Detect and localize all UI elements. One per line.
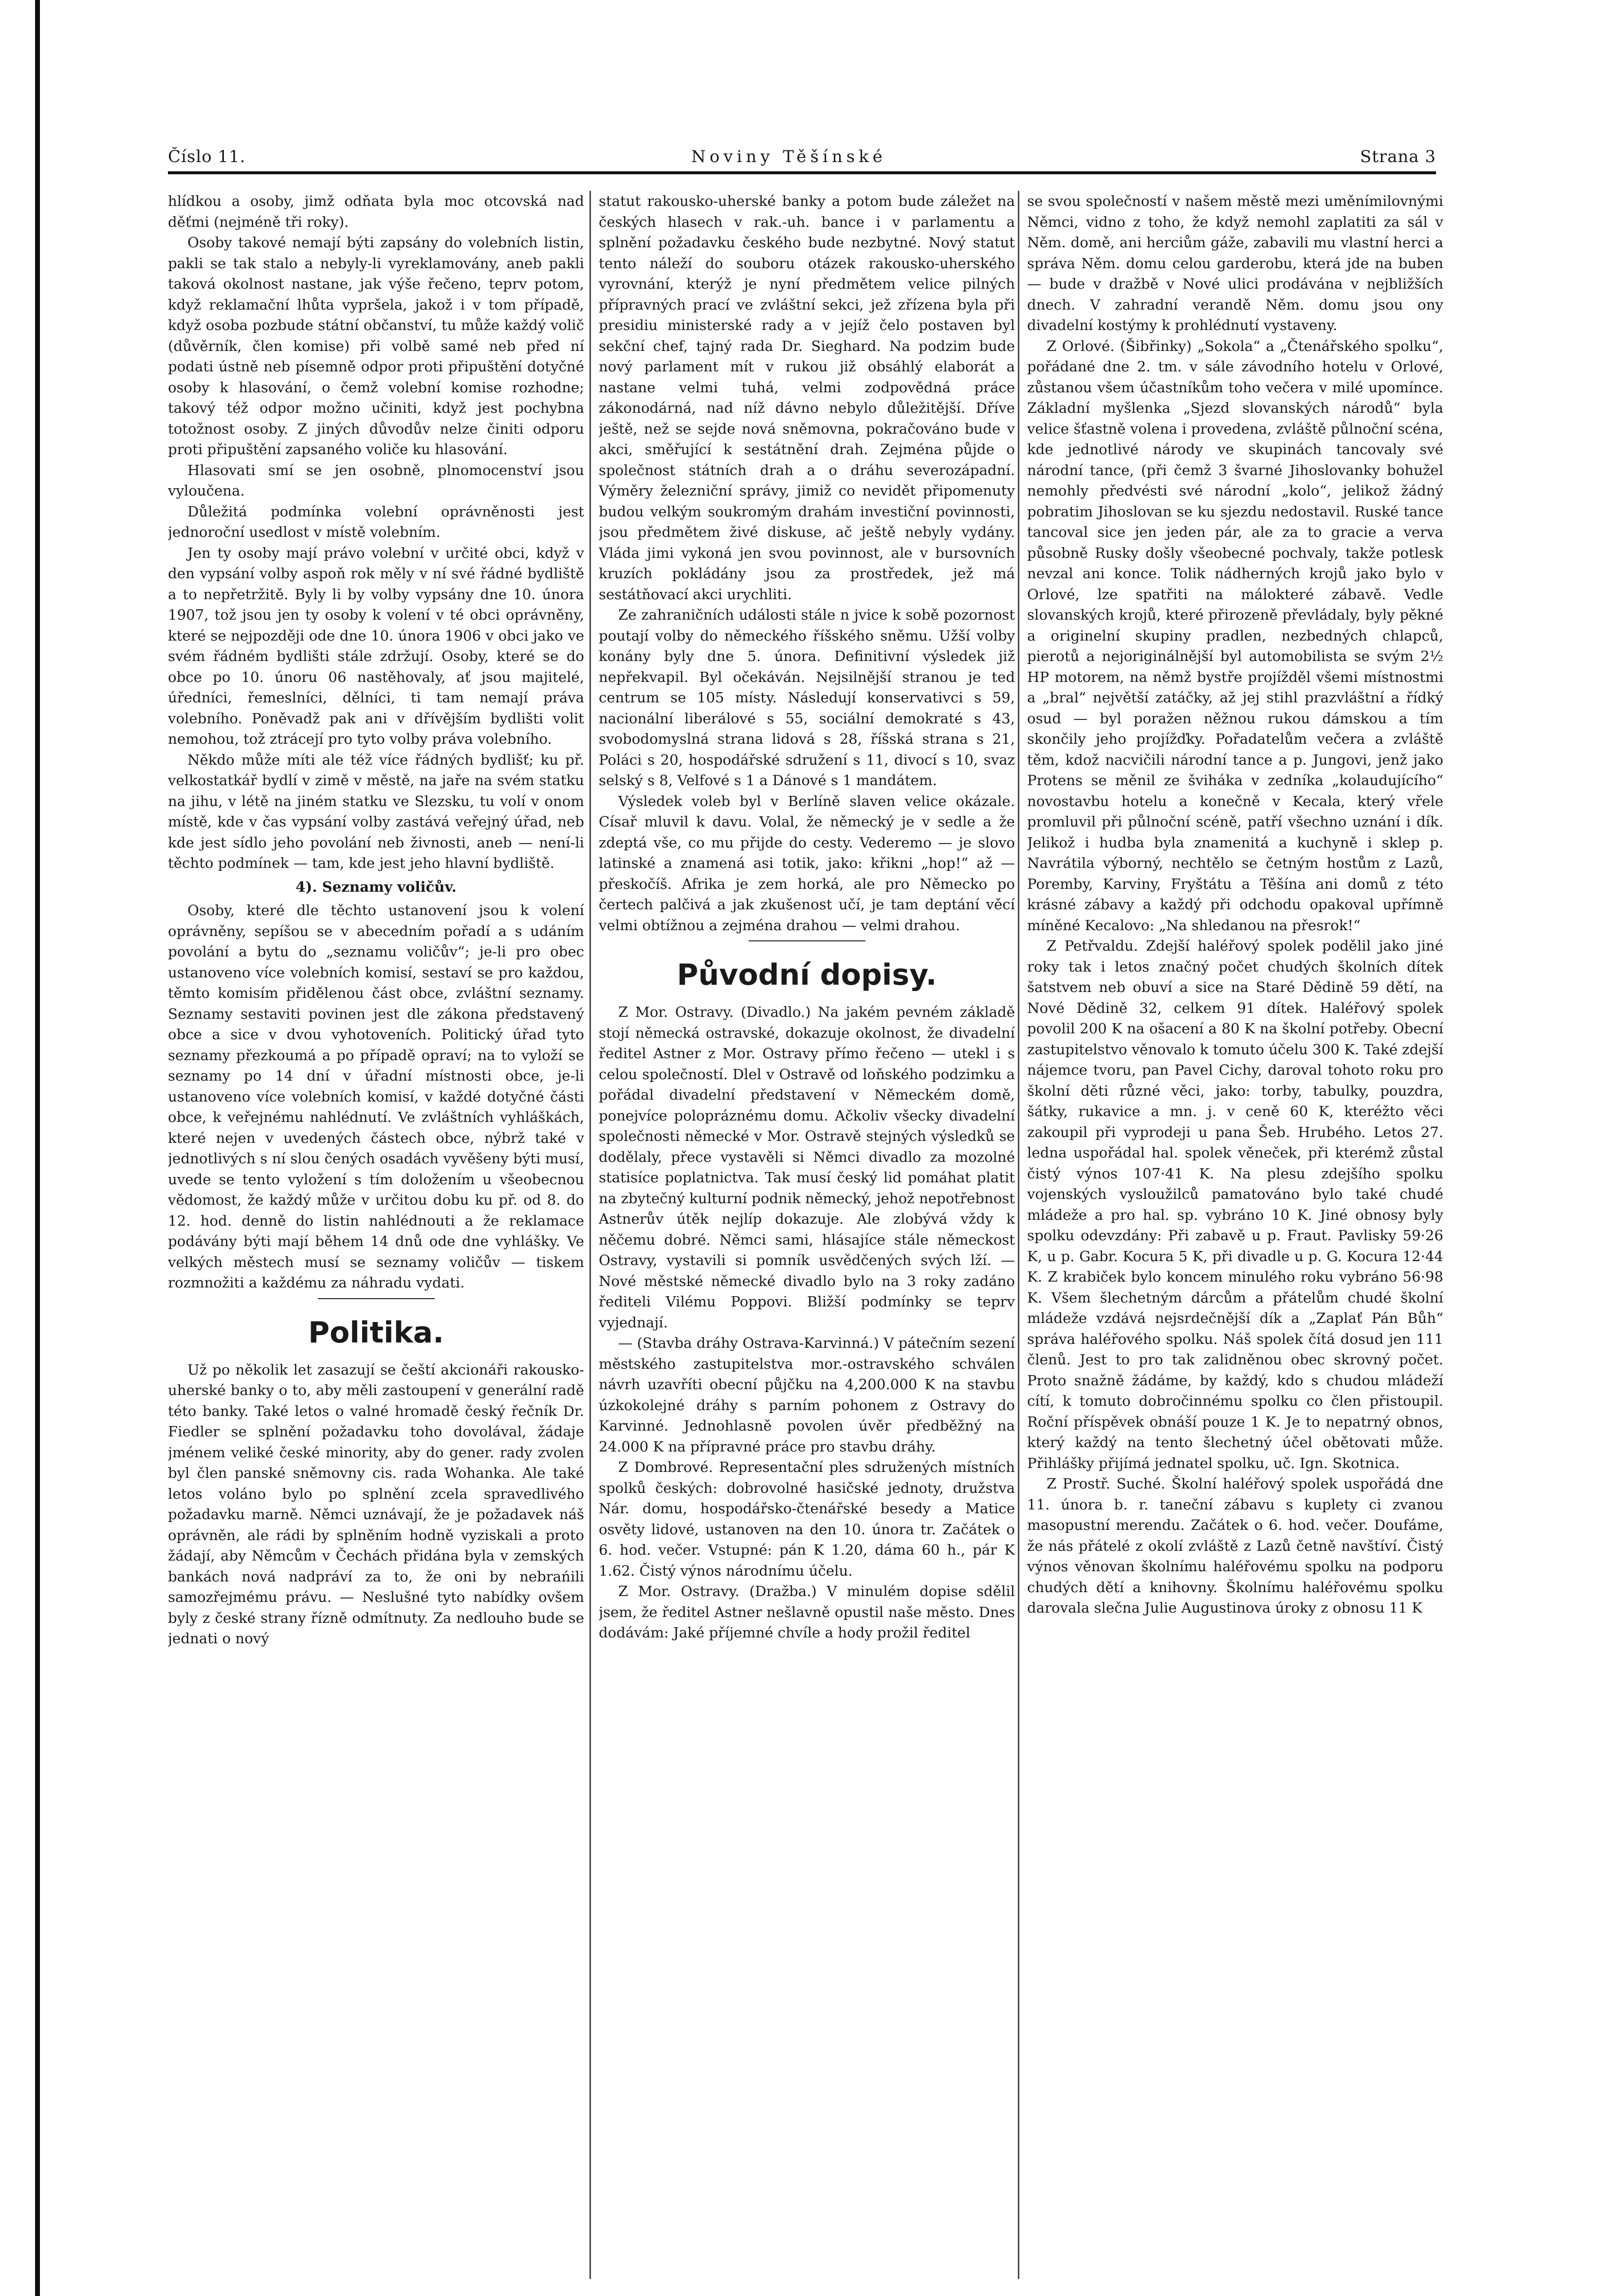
paragraph: Z Mor. Ostravy. (Dražba.) V minulém dopise sdělil jsem, že ředitel Astner nešlavně opustil naše město. Dnes dodávám: Jaké příjemné chvíle a hody prožil ředitel bbox=[599, 1583, 1015, 1641]
issue-number: Číslo 11. bbox=[168, 147, 246, 166]
newspaper-title: Noviny Těšínské bbox=[691, 147, 886, 166]
column-1 bbox=[168, 191, 584, 2279]
section-title-puvodni-dopisy: Původní dopisy. bbox=[677, 958, 937, 992]
subsection-title: 4). Seznamy voličův. bbox=[295, 878, 457, 895]
column-3 bbox=[1027, 191, 1443, 2279]
scan-margin-edge bbox=[35, 0, 40, 2296]
paragraph: Osoby takové nemají býti zapsány do volebních listin, pakli se tak stalo a nebyly-li vyreklamovány, aneb pakli taková okolnost nastane, jak výše řečeno, teprv potom, když reklamační lhůta vypršela, jakož i v tom případě, když osoba pozbude státní občanství, tu může každý volič (důvěrník, člen komise) při volbě samé neb před ní podati ústně neb písemně odpor proti připuštění dotyčné osoby k hlasování, o čemž volební komise rozhodne; takový též odpor možno učiniti, když jest pochybna totožnost osoby. Z jiných důvodův nelze činiti odporu proti připuštění zapsaného voliče ku hlasování. bbox=[168, 234, 584, 458]
page-label: Strana 3 bbox=[1360, 147, 1436, 166]
paragraph: hlídkou a osoby, jimž odňata byla moc otcovská nad děťmi (nejméně tři roky). bbox=[168, 193, 584, 230]
paragraph: Z Mor. Ostravy. (Divadlo.) Na jakém pevném základě stojí německá ostravské, dokazuje okolnost, že divadelní ředitel Astner z Mor. Ostravy přímo řečeno — utekl i s celou společností. Dlel v Ostravě od loňského podzimku a pořádal divadelní představení v Německém domě, ponejvíce polopráznému domu. Ačkoliv všecky divadelní společnosti německé v Mor. Ostravě stejných výsledků se dodělaly, přece vystavěli si Němci divadlo za mozolné statisíce poplatnictva. Tak musí český lid pomáhat platit na zbytečný kulturní podnik německý, jehož nepotřebnost Astnerův útěk nejlíp dokazuje. Ale zlobývá vždy k něčemu dobré. Němci sami, hlásajíce stále německost Ostravy, vystavili si pomník usvědčených svých lží. — Nové městské německé divadlo bylo na 3 roky zadáno řediteli Vilému Poppovi. Bližší podmínky se teprv vyjednají. bbox=[599, 1004, 1015, 1331]
header-rule bbox=[168, 171, 1436, 174]
paragraph: Hlasovati smí se jen osobně, plnomocenství jsou vyloučena. bbox=[168, 461, 584, 499]
column-separator bbox=[589, 191, 591, 2279]
paragraph: Z Orlové. (Šibřinky) „Sokola“ a „Čtenářského spolku“, pořádané dne 2. tm. v sále závodního hotelu v Orlové, zůstanou všem účastníkům toho večera v milé upomínce. Základní myšlenka „Sjezd slovanských národů“ byla velice šťastně volena i provedena, zvláště půlnoční scéna, kde jednotlivé národy ve skupinách tancovaly své národní tance, (při čemž 3 švarné Jihoslovanky bohužel nemohly předvésti své národní „kolo“, jelikož žádný pobratim Jihoslovan se ku sjezdu nedostavil. Ruské tance tancoval sice jen jeden pár, ale za to gracie a verva působně Rusky došly všeobecné pochvaly, takže potlesk nevzal ani konce. Tolik nádherných krojů jako bylo v Orlové, lze spatřiti na málokteré zábavě. Vedle slovanských krojů, které přirozeně převládaly, byly pěkné a originelní skupiny pradlen, nezbedných chlapců, pierotů a nejoriginálnější byl automobilista se svým 2½ HP motorem, na němž bystře projížděl všemi místnostmi a „bral“ největší zatáčky, až jej stihl prazvláštní a řídký osud — byl poražen něžnou rukou dámskou a tím skončily jeho projížďky. Pořadatelům večera a zvláště těm, kdož nacvičili národní tance a p. Jungovi, jenž jako Protens se měnil ze šviháka v zedníka „kolaudujícího“ novostavbu hotelu a konečně v Kecala, který vřele promluvil při půlnoční scéně, patří všechno uznání i dík. Jelikož i hudba byla znamenitá a kuchyně i sklep p. Navrátila výborný, nechtělo se četným hostům z Lazů, Poremby, Karviny, Fryštátu a Těšína ani domů z této krásné zábavy a každý při odchodu opakoval upřímně míněné Kecalovo: „Na shledanou na přesrok!“ bbox=[1027, 337, 1443, 934]
paragraph: — (Stavba dráhy Ostrava-Karvinná.) V pátečním sezení městského zastupitelstva mor.-ostravského schválen návrh uzavříti obecní půjčku na 4,200.000 K na stavbu úzkokolejné dráhy s parním pohonem z Ostravy do Karvinné. Jednohlasně povolen úvěr předběžný na 24.000 K na přípravné práce pro stavbu dráhy. bbox=[599, 1335, 1015, 1455]
divider bbox=[318, 1298, 435, 1299]
divider bbox=[749, 940, 865, 941]
section-title-politika: Politika. bbox=[308, 1315, 444, 1350]
paragraph: Někdo může míti ale též více řádných bydlišť; ku př. velkostatkář bydlí v zimě v městě, na jaře na svém statku na jihu, v létě na jiném statku ve Slezsku, tu volí v onom místě, kde v čas vypsání volby zastává veřejný úřad, neb kde jest sídlo jeho povolání neb živnosti, aneb — není-li těchto podmínek — tam, kde jest jeho hlavní bydliště. bbox=[168, 751, 584, 871]
paragraph: Důležitá podmínka volební oprávněnosti jest jednoroční usedlost v místě volebním. bbox=[168, 503, 584, 540]
paragraph: Výsledek voleb byl v Berlíně slaven velice okázale. Císař mluvil k davu. Volal, že německý je v sedle a že zdeptá vše, co mu přijde do cesty. Vederemo — je slovo latinské a znamená asi totik, jako: křikni „hop!“ až — přeskočíš. Afrika je zem horká, ale pro Německo po čertech palčivá a jak zkušenost učí, je tam deptání věcí velmi obtížnou a zejména drahou — velmi drahou. bbox=[599, 792, 1015, 934]
paragraph: Jen ty osoby mají právo volební v určité obci, když v den vypsání volby aspoň rok měly v ní své řádné bydliště a to nepřetržitě. Byly li by volby vypsány dne 10. února 1907, tož jsou jen ty osoby k volení v té obci oprávněny, které se nejpozději ode dne 10. února 1906 v obci jako ve svém řádném bydlišti stále zdržují. Osoby, které se do obce po 10. únoru 06 nastěhovaly, ať jsou majitelé, úředníci, řemeslníci, dělníci, ti tam nemají práva volebního. Poněvadž pak ani v dřívějším bydlišti volit nemohou, tož ztrácejí pro tyto volby práva volebního. bbox=[168, 544, 584, 747]
paragraph: Z Dombrové. Representační ples sdružených místních spolků českých: dobrovolné hasičské jednoty, družstva Nár. domu, hospodářsko-čtenářské besedy a Matice osvěty lidové, ustanoven na den 10. února tr. Začátek o 6. hod. večer. Vstupné: pán K 1.20, dáma 60 h., pár K 1.62. Čistý výnos národnímu účelu. bbox=[599, 1459, 1015, 1579]
paragraph: se svou společností v našem městě mezi uměnímilovnými Němci, vidno z toho, že když nemohl zaplatiti za sál v Něm. domě, ani herciům gáže, zabavili mu vlastní herci a správa Něm. domu celou garderobu, která jde na buben — bude v dražbě v Nové ulici prodávána v nejbližších dnech. V zahradní verandě Něm. domu jsou ony divadelní kostýmy k prohlédnutí vystaveny. bbox=[1027, 193, 1443, 333]
paragraph: Už po několik let zasazují se čeští akcionáři rakousko-uherské banky o to, aby měli zastoupení v generální radě této banky. Také letos o valné hromadě český řečník Dr. Fiedler se splnění požadavku toho dovolával, žádaje jménem veliké české minority, aby do gener. rady zvolen byl člen panské sněmovny cis. rada Wohanka. Ale také letos voláno bylo po splnění zcela spravedlivého požadavku marně. Němci uznávají, že je požadavek náš oprávněn, ale rádi by splněním hodně vyziskali a proto žádají, aby Němcům v Čechách přidána byla v zemských bankách nová nadpráví za to, že oni by nebrańili samozřejmému právu. — Neslušné tyto nabídky ovšem byly z české strany řízně odmítnuty. Za nedlouho bude se jednati o nový bbox=[168, 1361, 584, 1647]
page-header bbox=[168, 142, 1436, 171]
paragraph: Osoby, které dle těchto ustanovení jsou k volení oprávněny, sepíšou se v abecedním pořadí a s udáním povolání a bytu do „seznamu voličův“; je-li pro obec ustanoveno více volebních komisí, sestaví se pro každou, těmto komisím přidělenou část obce, zvláštní seznamy. Seznamy sestaviti povinen jest dle zákona představený obce a sice v dvou vyhotoveních. Politický úřad tyto seznamy přezkoumá a po případě opraví; na to vyloží se seznamy po 14 dní v úřadní místnosti obce, je-li ustanoveno více volebních komisí, v každé dotyčné části obce, k veřejnému nahlédnutí. Ve zvláštních vyhláškách, které nejen v uvedených částech obce, nýbrž také v jednotlivých s ní slou čených osadách vyvěšeny býti musí, uvede se tento vyložení s tím doložením u všeobecnou vědomost, že každý může v určitou dobu ku př. od 8. do 12. hod. denně do listin nahlédnouti a že reklamace podávány býti mají během 14 dnů ode dne vyhlášky. Ve velkých městech musí se seznamy voličův — tiskem rozmnožiti a každému za náhradu vydati. bbox=[168, 902, 584, 1291]
paragraph: Z Petřvaldu. Zdejší haléřový spolek podělil jako jiné roky tak i letos značný počet chudých školních dítek šatstvem neb obuví a sice na Staré Dědině 59 dětí, na Nové Dědině 32, celkem 91 dítek. Haléřový spolek povolil 200 K na ošacení a 80 K na školní potřeby. Obecní zastupitelstvo věnovalo k tomuto účelu 300 K. Také zdejší nájemce tvoru, pan Pavel Cichy, daroval tohoto roku pro školní děti různé věci, jako: torby, tabulky, pouzdra, šátky, rukavice a mn. j. v ceně 60 K, kteréžto věci zakoupil při vyprodeji u pana Šeb. Hrubého. Letos 27. ledna uspořádal hal. spolek věneček, při kterémž zůstal čistý výnos 107·41 K. Na plesu zdejšího spolku vojenských vysloužilců pamatováno bylo také chudé mládeže a pro hal. sp. vybráno 10 K. Jiné obnosy byly spolku odevzdány: Při zabavě u p. Fraut. Pavlisky 59·26 K, u p. Gabr. Kocura 5 K, při divadle u p. G. Kocura 12·44 K. Z krabiček bylo koncem minulého roku vybráno 56·98 K. Všem šlechetným dárcům a přátelům chudé školní mládeže vzdává nejsrdečnější dík a „Zaplať Pán Bůh“ správa haléřového spolku. Náš spolek čítá dosud jen 111 členů. Jest to pro tak zalidněnou obec skrovný počet. Proto snažně žádáme, by každý, kdo s chudou mládeží cítí, k tomuto dobročinnému spolku co člen přistoupil. Roční příspěvek obnáší pouze 1 K. Je to nepatrný obnos, který každý na tento šlechetný účel obětovati může. Přihlášky přijímá jednatel spolku, uč. Ign. Skotnica. bbox=[1027, 937, 1443, 1471]
column-separator bbox=[1018, 191, 1019, 2279]
paragraph: statut rakousko-uherské banky a potom bude záležet na českých hlasech v rak.-uh. bance i v parlamentu a splnění požadavku českého bude nezbytné. Nový statut tento náleží do souboru otázek rakousko-uherského vyrovnání, kterýž je nyní předmětem velice pilných přípravných prací ve zvláštní sekci, jež zřízena byla při presidiu ministerské rady a v jejíž čelo postaven byl sekční chef, tajný rada Dr. Sieghard. Na podzim bude nový parlament mít v rukou již obsáhlý elaborát a nastane velmi tuhá, velmi zodpovědná práce zákonodárná, nad níž dávno nebylo důležitější. Dříve ještě, než se sejde nová sněmovna, pokračováno bude v akci, směřující k sestátnění drah. Zejména půjde o společnost státních drah a o dráhu severozápadní. Výměry železniční správy, jimiž co nevidět připomenuty budou velkým soukromým drahám investiční povinnosti, jsou předmětem živé diskuse, ač ještě nebyly vydány. Vláda jimi vykoná jen svou povinnost, ale v bursovních kruzích pokládány jsou za prostředek, jež má sestátňovací akci urychliti. bbox=[599, 193, 1015, 603]
paragraph: Ze zahraničních události stále n jvice k sobě pozornost poutají volby do německého říšského sněmu. Užší volby konány byly dne 5. února. Definitivní výsledek již nepřekvapil. Byl očekáván. Nejsilnější stranou je teď centrum se 105 místy. Následují konservativci s 59, nacionální liberálové s 55, sociální demokraté s 43, svobodomyslná strana lidová s 28, říšská strana s 21, Poláci s 20, hospodářské sdružení s 11, divocí s 10, svaz selský s 8, Velfové s 1 a Dánové s 1 mandátem. bbox=[599, 606, 1015, 789]
paragraph: Z Prostř. Suché. Školní haléřový spolek uspořádá dne 11. února b. r. taneční zábavu s kuplety ci zvanou masopustní merendu. Začátek o 6. hod. večer. Doufáme, že nás přátelé z okolí zvláště z Lazů četně navštíví. Čistý výnos věnovan školnímu haléřovému spolku na podporu chudých dětí a knihovny. Školnímu haléřovému spolku darovala slečna Julie Augustinova úroky z obnosu 11 K bbox=[1027, 1475, 1443, 1616]
column-2 bbox=[599, 191, 1015, 2279]
